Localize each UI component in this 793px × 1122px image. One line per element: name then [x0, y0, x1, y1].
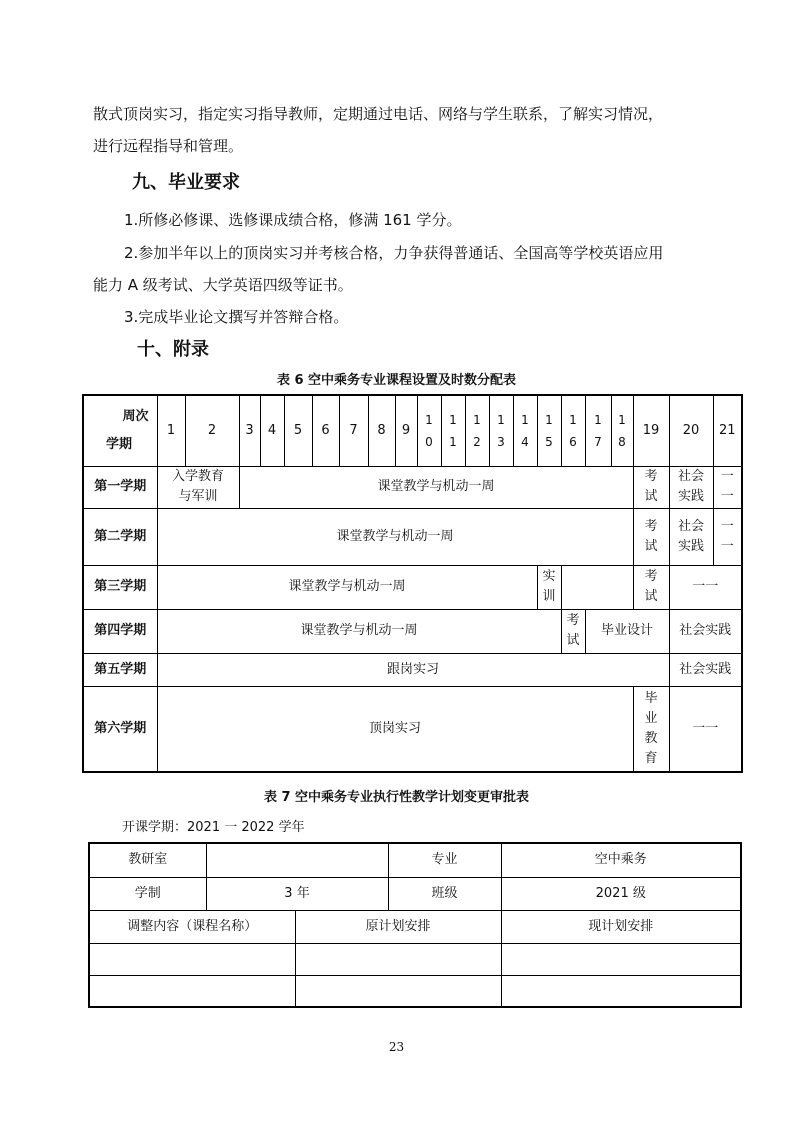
term-3-label: 第三学期: [83, 565, 157, 609]
social-practice-cell: 社会 实践: [669, 466, 713, 508]
week-7: 7: [339, 395, 368, 466]
week-10: 1 0: [417, 395, 441, 466]
week-4: 4: [260, 395, 284, 466]
course-schedule-table: [82, 394, 743, 773]
social-practice-cell: 社会实践: [669, 653, 742, 686]
value-teaching-office: [206, 843, 388, 877]
following-internship-cell: 跟岗实习: [157, 653, 669, 686]
teaching-cell: 课堂教学与机动一周: [157, 609, 561, 653]
week-18: 1 8: [611, 395, 633, 466]
social-practice-cell: 社会 实践: [669, 508, 713, 565]
dash-cell: 一一: [669, 686, 742, 772]
empty-cell: [89, 943, 295, 975]
practical-training-cell: 实 训: [537, 565, 561, 609]
week-2: 2: [185, 395, 239, 466]
graduation-education-cell: 毕 业 教 育: [633, 686, 669, 772]
header-week: 周次: [122, 408, 149, 424]
week-15: 1 5: [537, 395, 561, 466]
exam-cell: 考 试: [561, 609, 585, 653]
empty-cell: [295, 975, 501, 1007]
term-4-label: 第四学期: [83, 609, 157, 653]
table6-caption: 表 6 空中乘务专业课程设置及时数分配表: [276, 373, 517, 388]
week-16: 1 6: [561, 395, 585, 466]
table7-caption: 表 7 空中乘务专业执行性教学计划变更审批表: [263, 790, 530, 805]
week-19: 19: [633, 395, 669, 466]
empty-cell: [501, 975, 741, 1007]
empty-cell: [295, 943, 501, 975]
term-note: 开课学期：2021 一 2022 学年: [122, 820, 305, 835]
header-term: 学期: [106, 436, 133, 452]
requirement-2-cont: 能力 A 级考试、大学英语四级等证书。: [93, 276, 353, 294]
header-current-plan: 现计划安排: [501, 910, 741, 943]
week-5: 5: [284, 395, 312, 466]
week-1: 1: [157, 395, 185, 466]
label-major: 专业: [388, 843, 501, 877]
week-9: 9: [395, 395, 417, 466]
week-8: 8: [368, 395, 395, 466]
exam-cell: 考 试: [633, 565, 669, 609]
week-14: 1 4: [513, 395, 537, 466]
empty-cell: [561, 565, 633, 609]
plan-change-table: [88, 842, 742, 1008]
graduation-design-cell: 毕业设计: [585, 609, 669, 653]
term-1-label: 第一学期: [83, 466, 157, 508]
page-number: 23: [388, 1040, 405, 1054]
value-duration: 3 年: [206, 877, 388, 910]
week-12: 1 2: [465, 395, 489, 466]
teaching-cell: 课堂教学与机动一周: [157, 508, 633, 565]
paragraph-line: 散式顶岗实习，指定实习指导教师，定期通过电话、网络与学生联系，了解实习情况，: [93, 105, 664, 123]
week-21: 21: [713, 395, 742, 466]
value-class: 2021 级: [501, 877, 741, 910]
dash-cell: 一 一: [713, 466, 742, 508]
empty-cell: [501, 943, 741, 975]
social-practice-cell: 社会实践: [669, 609, 742, 653]
label-class: 班级: [388, 877, 501, 910]
week-6: 6: [312, 395, 339, 466]
internship-cell: 顶岗实习: [157, 686, 633, 772]
value-major: 空中乘务: [501, 843, 741, 877]
week-17: 1 7: [585, 395, 611, 466]
exam-cell: 考 试: [633, 466, 669, 508]
header-adjust-content: 调整内容（课程名称）: [89, 910, 295, 943]
exam-cell: 考 试: [633, 508, 669, 565]
term-2-label: 第二学期: [83, 508, 157, 565]
paragraph-line: 进行远程指导和管理。: [93, 137, 244, 155]
term-6-label: 第六学期: [83, 686, 157, 772]
teaching-cell: 课堂教学与机动一周: [157, 565, 537, 609]
requirement-1: 1.所修必修课、选修课成绩合格，修满 161 学分。: [124, 211, 462, 229]
dash-cell: 一一: [669, 565, 742, 609]
entry-training-cell: 入学教育 与军训: [157, 466, 239, 508]
header-original-plan: 原计划安排: [295, 910, 501, 943]
week-20: 20: [669, 395, 713, 466]
week-13: 1 3: [489, 395, 513, 466]
section-heading-appendix: 十、附录: [137, 339, 209, 360]
week-3: 3: [239, 395, 260, 466]
label-duration: 学制: [89, 877, 206, 910]
requirement-2: 2.参加半年以上的顶岗实习并考核合格，力争获得普通话、全国高等学校英语应用: [124, 244, 664, 262]
teaching-cell: 课堂教学与机动一周: [239, 466, 633, 508]
term-5-label: 第五学期: [83, 653, 157, 686]
dash-cell: 一 一: [713, 508, 742, 565]
label-teaching-office: 教研室: [89, 843, 206, 877]
requirement-3: 3.完成毕业论文撰写并答辩合格。: [124, 308, 349, 326]
empty-cell: [89, 975, 295, 1007]
header-week-term: [83, 395, 157, 466]
section-heading-graduation: 九、毕业要求: [132, 172, 240, 193]
week-11: 1 1: [441, 395, 465, 466]
